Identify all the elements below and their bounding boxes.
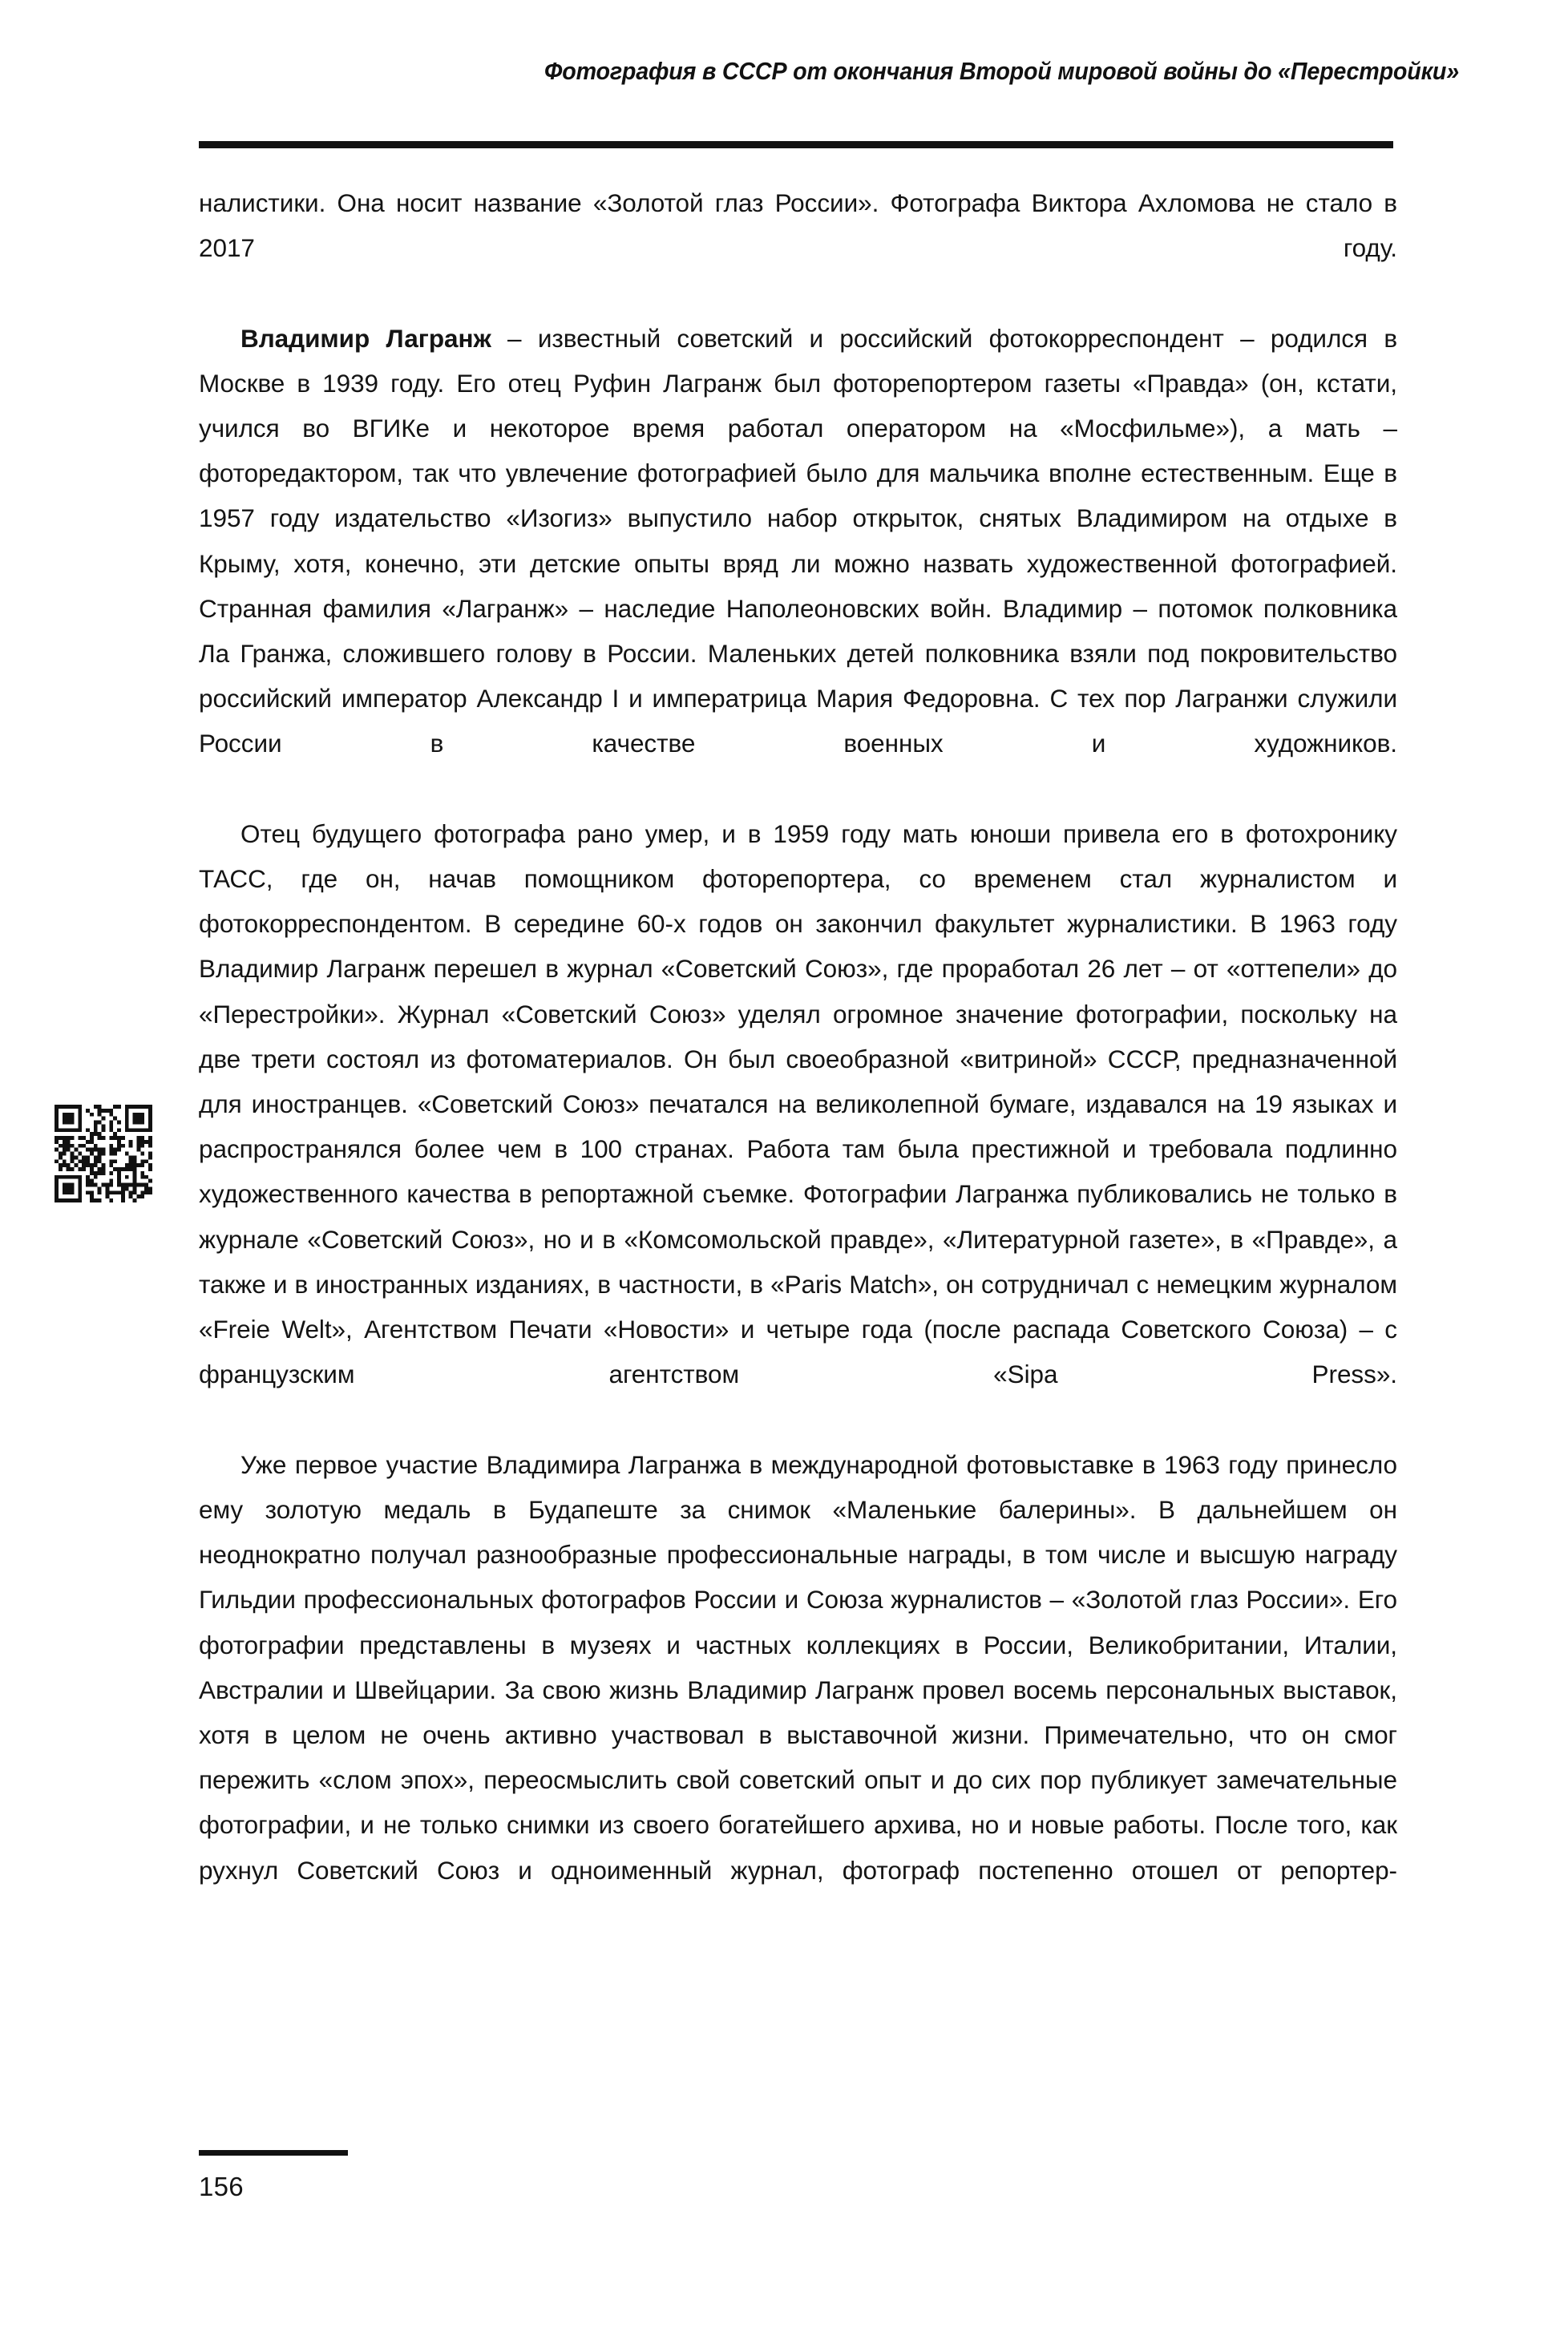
- qr-code-icon: [55, 1105, 152, 1202]
- paragraph-p-awards: Уже первое участие Владимира Лагранжа в международной фотовыставке в 1963 году принесло ему золотую медаль в Будапеште за снимок «Маленькие балерины». В дальнейшем он неоднократно получал разнообразные профессиональные награды, в том числе и высшую награду Гильдии профессиональных фотографов России и Союза журналистов – «Золотой глаз России». Его фотографии представлены в музеях и частных коллекциях в России, Великобритании, Италии, Австралии и Швейцарии. За свою жизнь Владимир Лагранж провел восемь персональных выставок, хотя в целом не очень активно участвовал в выставочной жизни. Примечательно, что он смог пережить «слом эпох», переосмыслить свой советский опыт и до сих пор публикует замечательные фотографии, и не только снимки из своего богатейшего архива, но и новые работы. После того, как рухнул Советский Союз и одноименный журнал, фотограф постепенно отошел от репортер-: [199, 1449, 1397, 1885]
- paragraph-p-career: Отец будущего фотографа рано умер, и в 1959 году мать юноши привела его в фотохронику ТАСС, где он, начав помощником фоторепортера, со временем стал журналистом и фотокорреспондентом. В середине 60-х годов он закончил факультет журналистики. В 1963 году Владимир Лагранж перешел в журнал «Советский Союз», где проработал 26 лет – от «оттепели» до «Перестройки». Журнал «Советский Союз» уделял огромное значение фотографии, поскольку на две трети состоял из фотоматериалов. Он был своеобразной «витриной» СССР, предназначенной для иностранцев. «Советский Союз» печатался на великолепной бумаге, издавался на 19 языках и распространялся более чем в 100 странах. Работа там была престижной и требовала подлинно художественного качества в репортажной съемке. Фотографии Лагранжа публиковались не только в журнале «Советский Союз», но и в «Комсомольской правде», «Литературной газете», в «Правде», а также и в иностранных изданиях, в частности, в «Paris Match», он сотрудничал с немецким журналом «Freie Welt», Агентством Печати «Новости» и четыре года (после распада Советского Союза) – с французским агентством «Sipa Press».: [199, 818, 1397, 1389]
- running-head: Фотография в СССР от окончания Второй мировой войны до «Перестройки»: [544, 58, 1459, 85]
- header-rule: [199, 141, 1393, 148]
- paragraph-p-continuation: налистики. Она носит название «Золотой глаз России». Фотографа Виктора Ахломова не стало в 2017 году.: [199, 188, 1397, 263]
- paragraph-p-lagrange-intro: Владимир Лагранж – известный советский и российский фотокорреспондент – родился в Москве в 1939 году. Его отец Руфин Лагранж был фоторепортером газеты «Правда» (он, кстати, учился во ВГИКе и некоторое время работал оператором на «Мосфильме»), а мать – фоторедактором, так что увлечение фотографией было для мальчика вполне естественным. Еще в 1957 году издательство «Изогиз» выпустило набор открыток, снятых Владимиром на отдыхе в Крыму, хотя, конечно, эти детские опыты вряд ли можно назвать художественной фотографией. Странная фамилия «Лагранж» – наследие Наполеоновских войн. Владимир – потомок полковника Ла Гранжа, сложившего голову в России. Маленьких детей полковника взяли под покровительство российский император Александр I и императрица Мария Федоровна. С тех пор Лагранжи служили России в качестве военных и художников.: [199, 323, 1398, 758]
- footer-rule: [199, 2150, 348, 2156]
- page-number: 156: [199, 2172, 244, 2201]
- paragraph-lead: Владимир Лагранж: [240, 323, 491, 353]
- body-text: [199, 180, 1397, 1938]
